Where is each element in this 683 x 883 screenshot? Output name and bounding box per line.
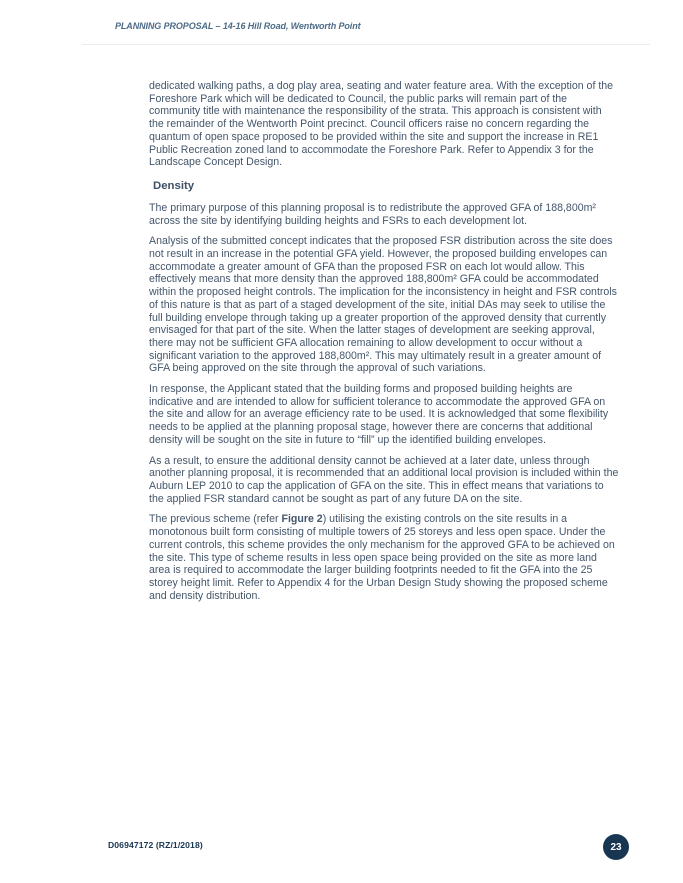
previous-scheme-text-post: ) utilising the existing controls on the site results in a monotonous built form consisting of multiple towers of 25 storeys and less open space. Under the current controls, this scheme provides the only mechanism for the approved GFA to be achieved on the site. This type of scheme results in less open space being provided on the site as more land area is required to accommodate the larger building footprints needed to fit the GFA into the 25 storey height limit. Refer to Appendix 4 for the Urban Design Study showing the proposed scheme and density distribution. [149, 513, 615, 602]
page-header-title: PLANNING PROPOSAL – 14-16 Hill Road, Wentworth Point [115, 21, 361, 31]
paragraph-recommendation: As a result, to ensure the additional density cannot be achieved at a later date, unless through another planning proposal, it is recommended that an additional local provision is included within the Auburn LEP 2010 to cap the application of GFA on the site. This in effect means that variations to the applied FSR standard cannot be sought as part of any future DA on the site. [149, 454, 619, 505]
paragraph-applicant-response: In response, the Applicant stated that the building forms and proposed building heights are indicative and are intended to allow for sufficient tolerance to accommodate the approved GFA on the site and allow for an average efficiency rate to be used. It is acknowledged that some flexibility needs to be applied at the planning proposal stage, however there are concerns that additional density will be sought on the site in future to “fill” up the identified building envelopes. [149, 383, 609, 446]
document-body [149, 80, 619, 610]
figure-2-reference: Figure 2 [281, 513, 323, 526]
paragraph-fsr-analysis: Analysis of the submitted concept indicates that the proposed FSR distribution across the site does not result in an increase in the potential GFA yield. However, the proposed building envelopes can accommodate a greater amount of GFA than the proposed FSR on each lot would allow. This effectively means that more density than the approved 188,800m² GFA could be accommodated within the proposed height controls. The implication for the inconsistency in height and FSR controls of this nature is that as part of a staged development of the site, initial DAs may seek to utilise the full building envelope through taking up a greater proportion of the approved density that currently envisaged for that part of the site. When the latter stages of development are seeking approval, there may not be sufficient GFA allocation remaining to allow development to occur without a significant variation to the approved 188,800m². This may ultimately result in a greater amount of GFA being approved on the site through the approval of such variations. [149, 235, 617, 375]
previous-scheme-text-pre: The previous scheme (refer [149, 513, 282, 526]
section-heading-density: Density [153, 179, 195, 192]
page-number-badge: 23 [603, 834, 629, 860]
paragraph-primary-purpose: The primary purpose of this planning proposal is to redistribute the approved GFA of 188,800m² across the site by identifying building heights and FSRs to each development lot. [149, 201, 596, 227]
document-reference: D06947172 (RZ/1/2018) [108, 840, 203, 850]
paragraph-previous-scheme [149, 513, 619, 602]
header-rule [82, 44, 650, 45]
paragraph-open-space: dedicated walking paths, a dog play area, seating and water feature area. With the exception of the Foreshore Park which will be dedicated to Council, the public parks will remain part of the community title with maintenance the responsibility of the strata. This approach is consistent with the remainder of the Wentworth Point precinct. Council officers raise no concern regarding the quantum of open space proposed to be provided within the site and support the increase in RE1 Public Recreation zoned land to accommodate the Foreshore Park. Refer to Appendix 3 for the Landscape Concept Design. [149, 80, 614, 169]
